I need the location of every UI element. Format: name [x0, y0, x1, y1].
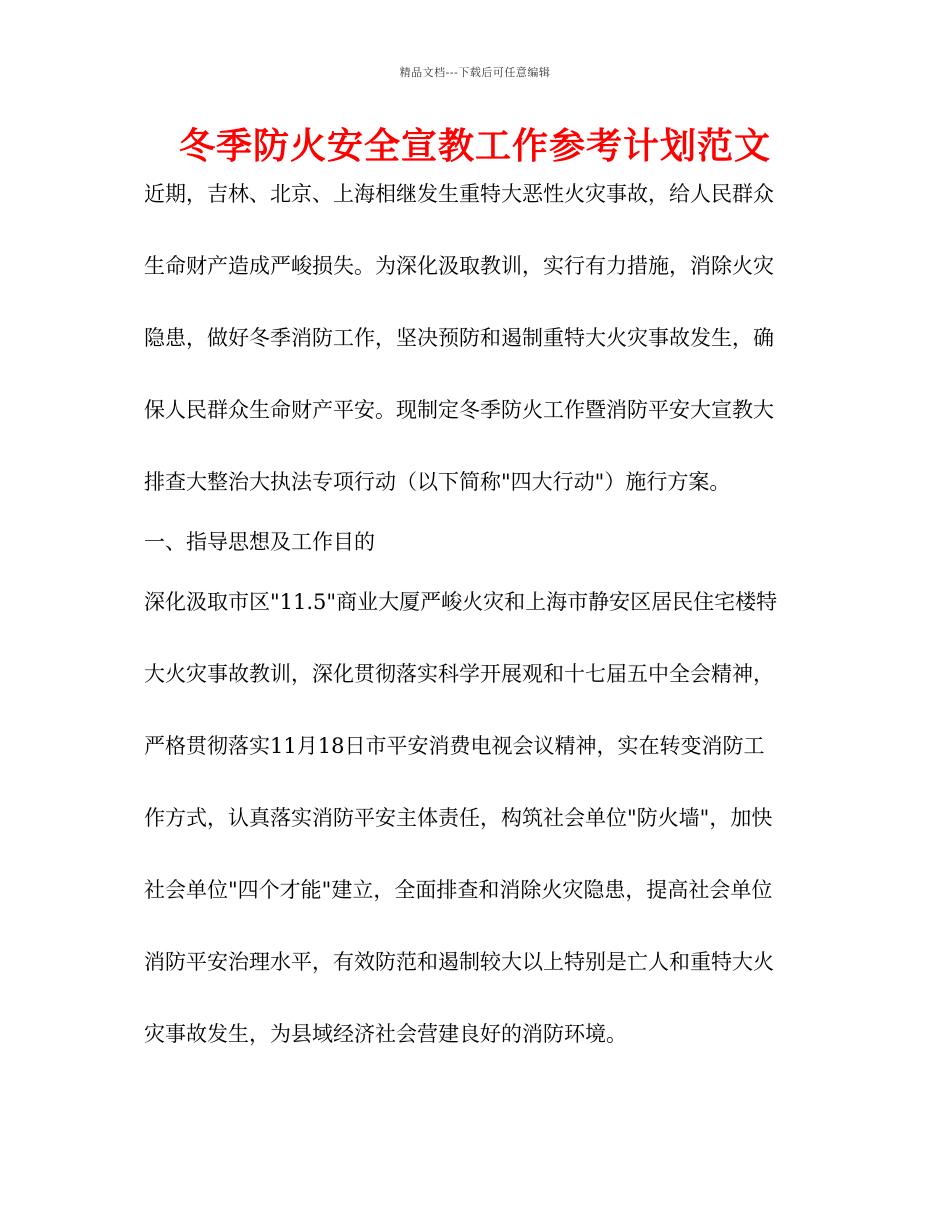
- body-line: 近期，吉林、北京、上海相继发生重特大恶性火灾事故，给人民群众: [144, 182, 774, 206]
- body-line: 消防平安治理水平，有效防范和遏制较大以上特别是亡人和重特大火: [144, 950, 774, 974]
- body-line: 灾事故发生，为县域经济社会营建良好的消防环境。: [144, 1022, 627, 1046]
- body-line: 排查大整治大执法专项行动（以下简称"四大行动"）施行方案。: [144, 470, 731, 494]
- body-line: 深化汲取市区"11.5"商业大厦严峻火灾和上海市静安区居民住宅楼特: [144, 590, 778, 614]
- body-line: 保人民群众生命财产平安。现制定冬季防火工作暨消防平安大宣教大: [144, 398, 774, 422]
- document-title: 冬季防火安全宣教工作参考计划范文: [178, 125, 771, 167]
- body-line: 作方式，认真落实消防平安主体责任，构筑社会单位"防火墙"，加快: [144, 806, 773, 830]
- body-line: 隐患，做好冬季消防工作，坚决预防和遏制重特大火灾事故发生，确: [144, 326, 774, 350]
- body-line: 大火灾事故教训，深化贯彻落实科学开展观和十七届五中全会精神，: [144, 662, 774, 686]
- body-line: 社会单位"四个才能"建立，全面排查和消除火灾隐患，提高社会单位: [144, 878, 773, 902]
- body-line: 生命财产造成严峻损失。为深化汲取教训，实行有力措施，消除火灾: [144, 254, 774, 278]
- document-body: [144, 172, 810, 1046]
- body-line: 严格贯彻落实11月18日市平安消费电视会议精神，实在转变消防工: [144, 734, 765, 758]
- section-heading: 一、指导思想及工作目的: [144, 530, 375, 554]
- header-note: 精品文档---下载后可任意编辑: [399, 66, 551, 79]
